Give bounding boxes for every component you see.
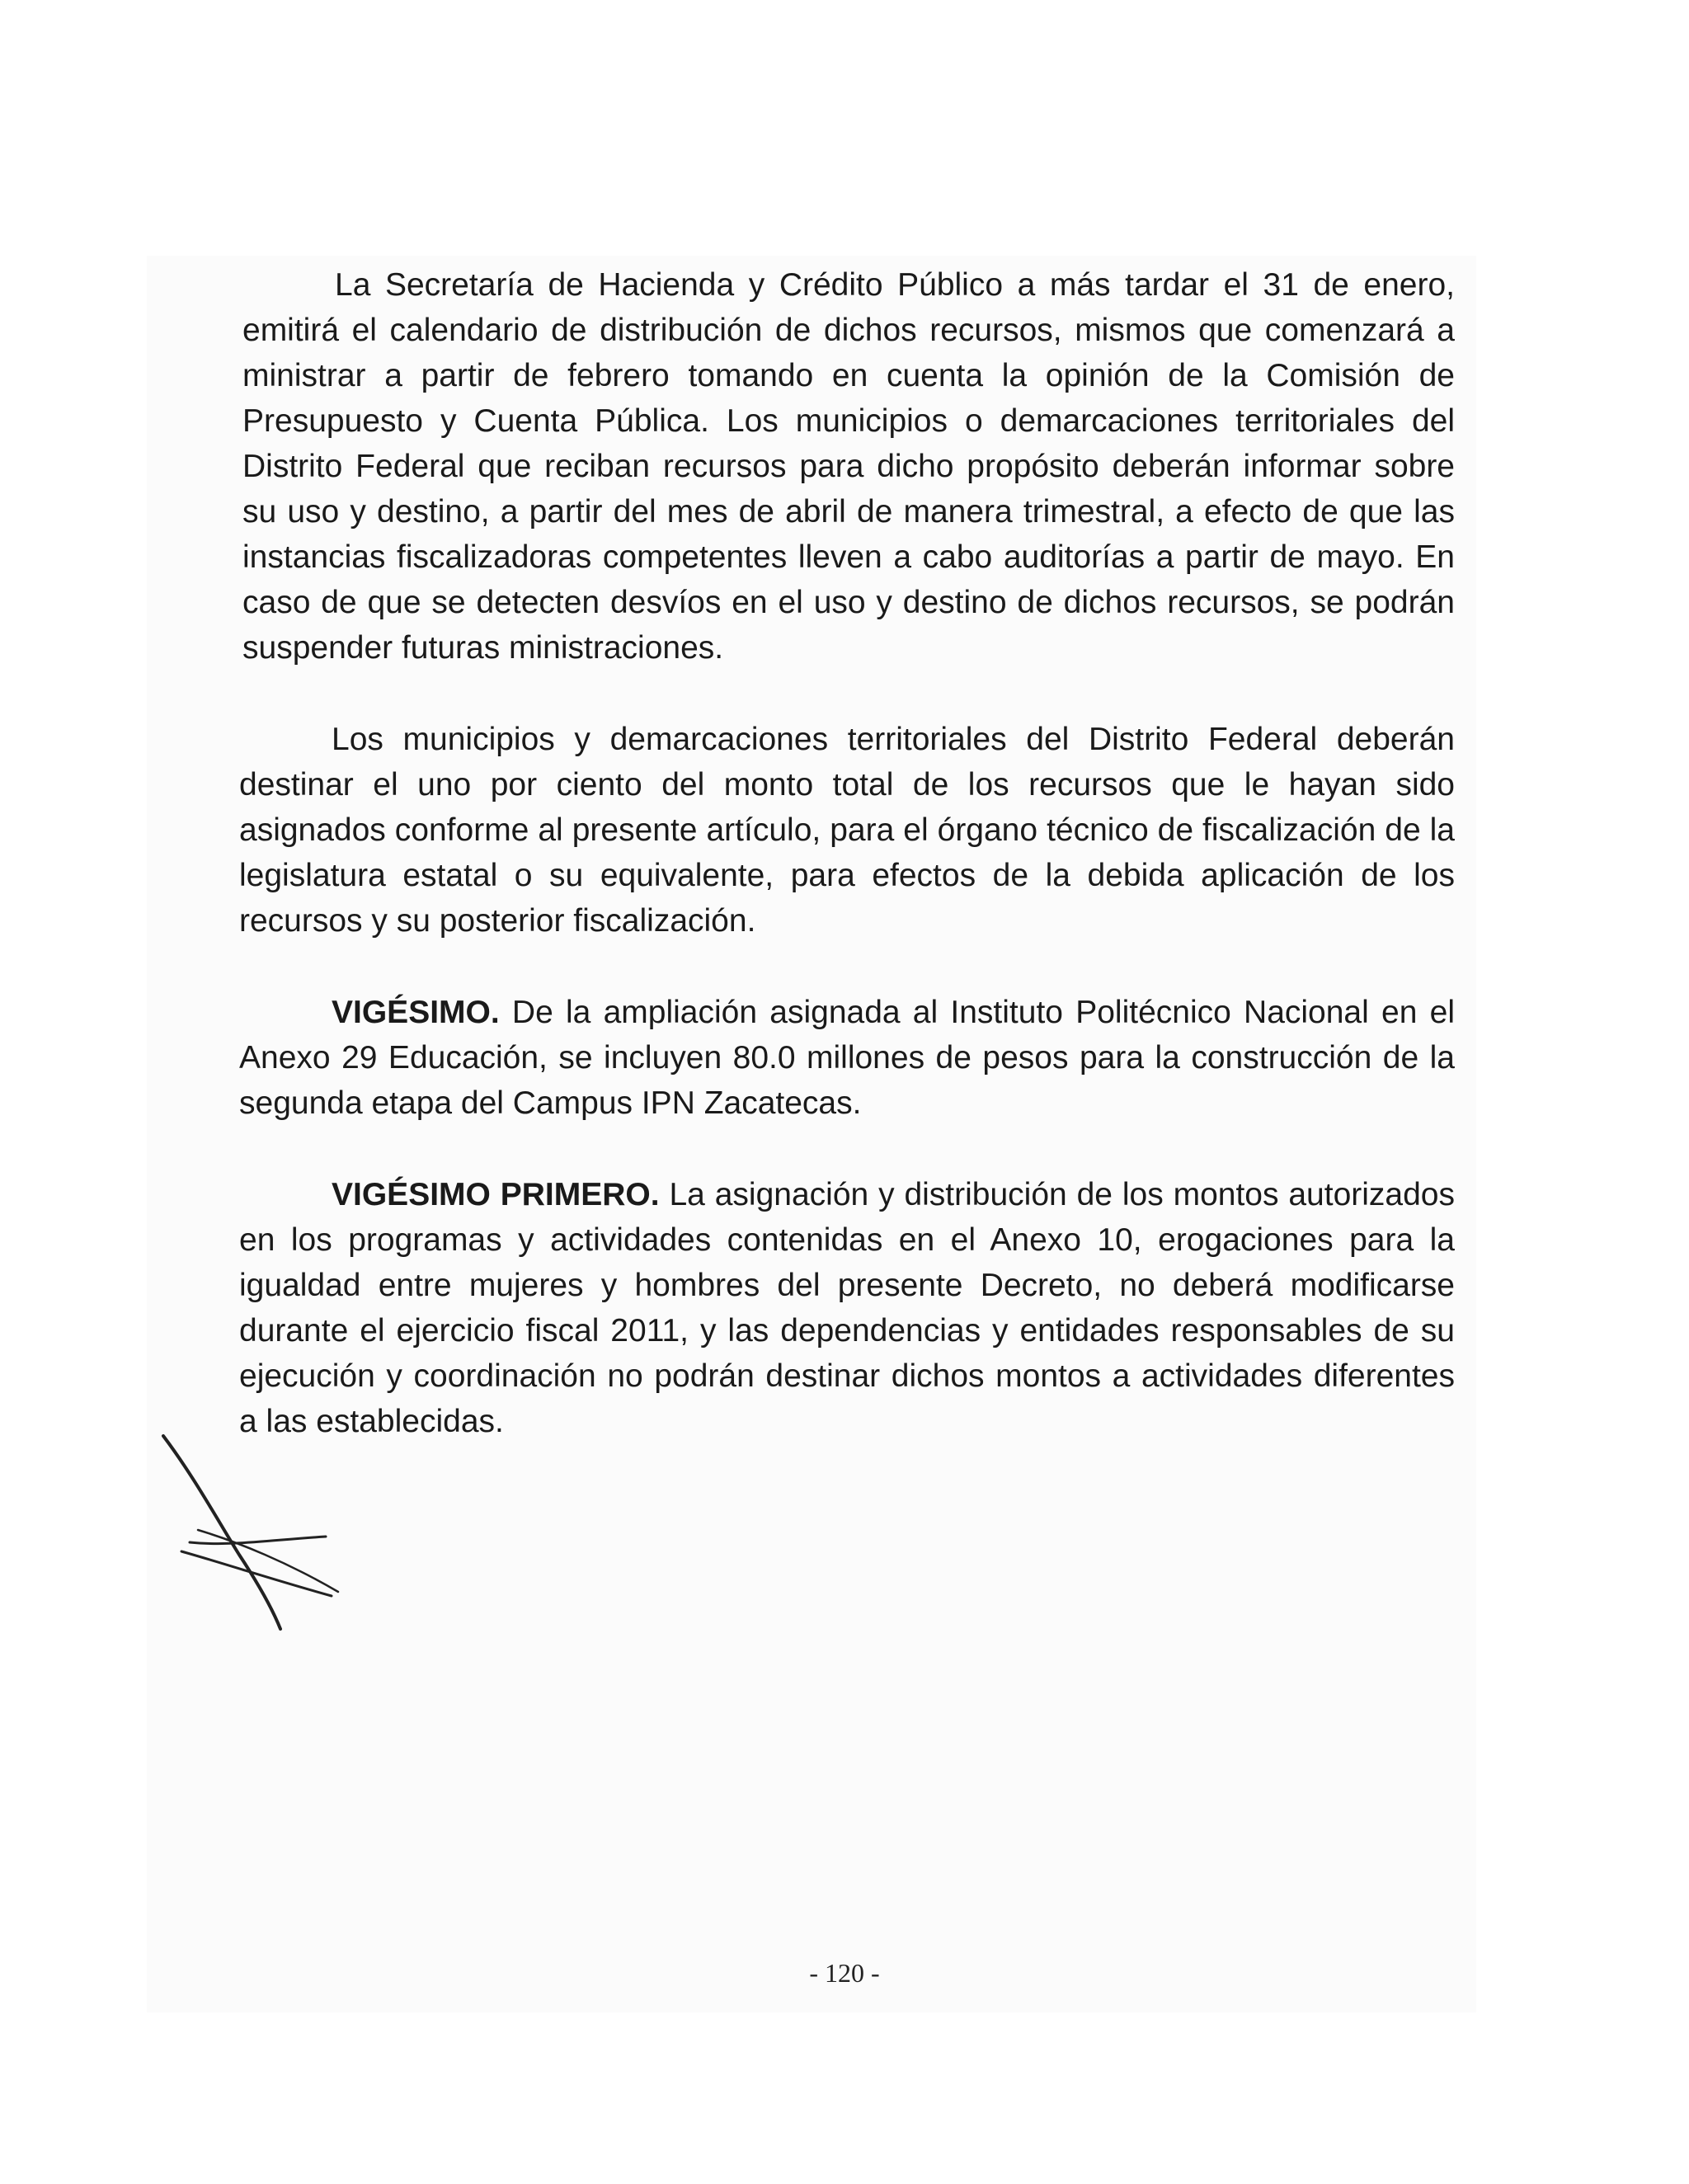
paragraph-text: La asignación y distribución de los montos autorizados en los programas y actividades contenidas en el Anexo 10, erogaciones para la igualdad entre mujeres y hombres del presente Decreto, no deberá modificarse durante el ejercicio fiscal 2011, y las dependencias y entidades responsables de su ejecución y coordinación no podrán destinar dichos montos a actividades diferentes a las establecidas. xyxy=(239,1177,1455,1439)
paragraph-vigesimo-primero xyxy=(239,1172,1455,1444)
page-number: - 120 - xyxy=(809,1958,880,1988)
signature-icon xyxy=(157,1431,346,1633)
paragraph-calendario xyxy=(242,262,1455,671)
document-body xyxy=(239,262,1455,1490)
paragraph-text: De la ampliación asignada al Instituto Politécnico Nacional en el Anexo 29 Educación, se incluyen 80.0 millones de pesos para la construcción de la segunda etapa del Campus IPN Zacatecas. xyxy=(239,995,1455,1121)
paragraph-text: Los municipios y demarcaciones territoriales del Distrito Federal deberán destinar el uno por ciento del monto total de los recursos que le hayan sido asignados conforme al presente artículo, para el órgano técnico de fiscalización de la legislatura estatal o su equivalente, para efectos de la debida aplicación de los recursos y su posterior fiscalización. xyxy=(239,722,1455,939)
paragraph-vigesimo xyxy=(239,990,1455,1126)
paragraph-text: La Secretaría de Hacienda y Crédito Público a más tardar el 31 de enero, emitirá el calendario de distribución de dichos recursos, mismos que comenzará a ministrar a partir de febrero tomando en cuenta la opinión de la Comisión de Presupuesto y Cuenta Pública. Los municipios o demarcaciones territoriales del Distrito Federal que reciban recursos para dicho propósito deberán informar sobre su uso y destino, a partir del mes de abril de manera trimestral, a efecto de que las instancias fiscalizadoras competentes lleven a cabo auditorías a partir de mayo. En caso de que se detecten desvíos en el uso y destino de dichos recursos, se podrán suspender futuras ministraciones. xyxy=(242,267,1455,666)
article-heading: VIGÉSIMO. xyxy=(332,995,500,1030)
paragraph-fiscalizacion xyxy=(239,717,1455,944)
article-heading: VIGÉSIMO PRIMERO. xyxy=(332,1177,660,1212)
